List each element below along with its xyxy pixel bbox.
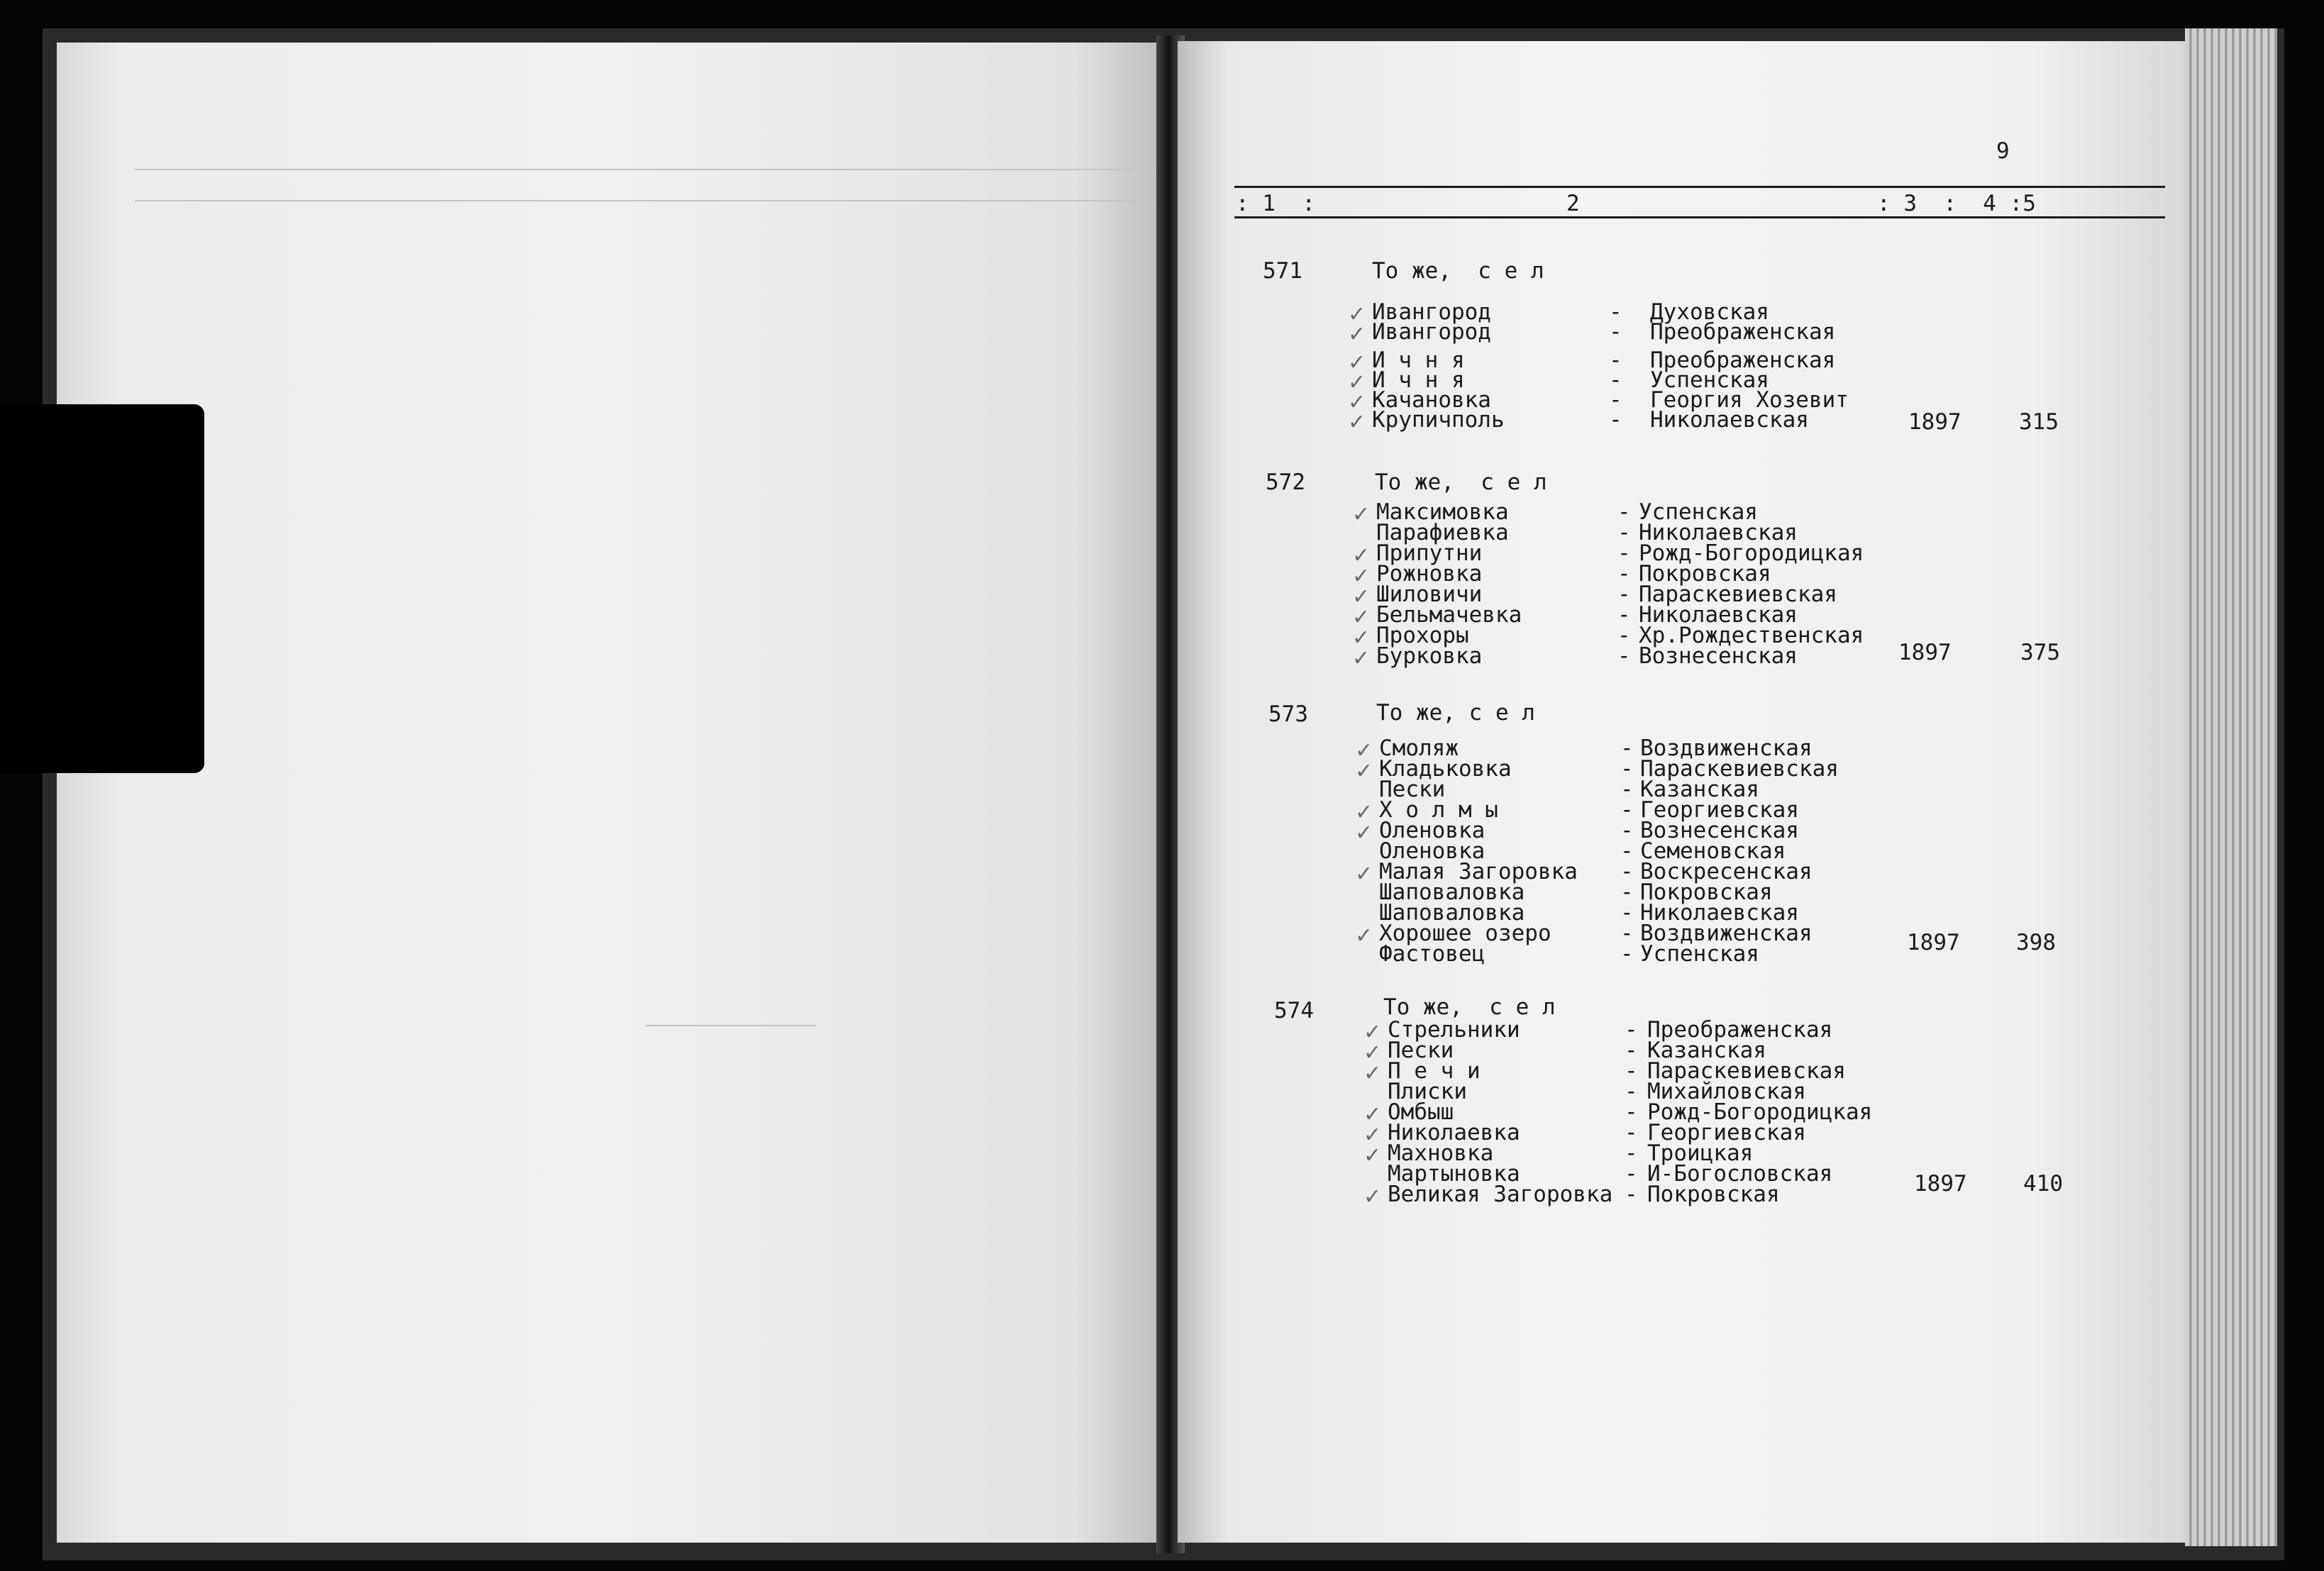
left-page <box>57 43 1163 1543</box>
check-mark-icon: ✓ <box>1363 1061 1382 1086</box>
church-name: Успенская <box>1639 499 1758 525</box>
entry-number: 572 <box>1266 470 1305 495</box>
dash-separator: - <box>1609 299 1622 325</box>
village-name: Плиски <box>1388 1079 1467 1104</box>
church-name: Параскевиевская <box>1639 582 1837 607</box>
church-name: Георгиевская <box>1647 1120 1806 1145</box>
dash-separator: - <box>1617 520 1631 545</box>
dash-separator: - <box>1617 561 1631 587</box>
entry-heading: То же, с е л <box>1372 258 1544 284</box>
dash-separator: - <box>1620 838 1634 864</box>
village-name: И ч н я <box>1372 367 1465 393</box>
church-name: Преображенская <box>1650 348 1836 373</box>
village-name: Парафиевка <box>1376 520 1509 545</box>
church-name: Воздвиженская <box>1640 735 1813 761</box>
church-name: Георгиевская <box>1640 797 1799 823</box>
header-col-1: : 1 : <box>1236 191 1315 216</box>
church-name: Николаевская <box>1639 602 1798 628</box>
check-mark-icon: ✓ <box>1348 410 1366 435</box>
village-name: П е ч и <box>1388 1058 1481 1084</box>
header-top-rule <box>1234 186 2165 188</box>
village-name: Кладьковка <box>1379 756 1512 782</box>
village-name: Максимовка <box>1376 499 1509 525</box>
church-name: И-Богословская <box>1647 1161 1833 1187</box>
church-name: Параскевиевская <box>1647 1058 1846 1084</box>
entry-heading: То же, с е л <box>1376 700 1535 726</box>
dash-separator: - <box>1617 643 1631 669</box>
dash-separator: - <box>1617 499 1631 525</box>
dash-separator: - <box>1620 797 1634 823</box>
village-name: Фастовец <box>1379 941 1485 967</box>
village-name: Оленовка <box>1379 818 1485 843</box>
village-name: Ивангород <box>1372 319 1491 345</box>
check-mark-icon: ✓ <box>1355 821 1373 845</box>
dash-separator: - <box>1609 367 1622 393</box>
page-stack-edge <box>2185 28 2277 1546</box>
check-mark-icon: ✓ <box>1355 862 1373 887</box>
check-mark-icon: ✓ <box>1352 543 1371 568</box>
church-name: Вознесенская <box>1639 643 1798 669</box>
dash-separator: - <box>1625 1182 1638 1207</box>
entry-heading: То же, с е л <box>1375 470 1547 495</box>
page-number: 9 <box>1996 138 2010 164</box>
church-name: Преображенская <box>1650 319 1836 345</box>
check-mark-icon: ✓ <box>1352 502 1371 527</box>
dash-separator: - <box>1620 735 1634 761</box>
dash-separator: - <box>1609 407 1622 433</box>
village-name: Смоляж <box>1379 735 1459 761</box>
dash-separator: - <box>1625 1058 1638 1084</box>
check-mark-icon: ✓ <box>1355 738 1373 763</box>
village-name: Великая Загоровка <box>1388 1182 1613 1207</box>
check-mark-icon: ✓ <box>1352 584 1371 609</box>
check-mark-icon: ✓ <box>1348 350 1366 375</box>
header-col-3-4-5: : 3 : 4 :5 <box>1877 191 2036 216</box>
check-mark-icon: ✓ <box>1355 800 1373 825</box>
village-name: Николаевка <box>1388 1120 1520 1145</box>
village-name: Мартыновка <box>1388 1161 1520 1187</box>
village-name: Бельмачевка <box>1376 602 1522 628</box>
check-mark-icon: ✓ <box>1363 1102 1382 1127</box>
church-name: Рожд-Богородицкая <box>1647 1099 1873 1125</box>
dash-separator: - <box>1625 1017 1638 1043</box>
village-name: Рожновка <box>1376 561 1483 587</box>
dash-separator: - <box>1625 1161 1638 1187</box>
church-name: Михайловская <box>1647 1079 1806 1104</box>
check-mark-icon: ✓ <box>1348 390 1366 415</box>
entry-year: 1897 <box>1914 1171 1967 1197</box>
church-name: Успенская <box>1640 941 1759 967</box>
check-mark-icon: ✓ <box>1348 322 1366 347</box>
village-name: Пески <box>1379 777 1446 802</box>
entry-count: 375 <box>2020 640 2060 665</box>
village-name: Шиловичи <box>1376 582 1483 607</box>
village-name: Крупичполь <box>1372 407 1505 433</box>
entry-number: 573 <box>1268 701 1308 727</box>
dash-separator: - <box>1617 582 1631 607</box>
dash-separator: - <box>1620 818 1634 843</box>
dash-separator: - <box>1620 777 1634 802</box>
church-name: Покровская <box>1639 561 1771 587</box>
church-name: Николаевская <box>1639 520 1798 545</box>
entry-year: 1897 <box>1907 930 1960 955</box>
dash-separator: - <box>1609 348 1622 373</box>
village-name: Оленовка <box>1379 838 1485 864</box>
village-name: Стрельники <box>1388 1017 1520 1043</box>
dash-separator: - <box>1620 756 1634 782</box>
dash-separator: - <box>1620 859 1634 884</box>
village-name: Шаповаловка <box>1379 879 1525 905</box>
entry-count: 315 <box>2019 409 2059 435</box>
church-name: Казанская <box>1647 1038 1766 1063</box>
entry-number: 571 <box>1263 258 1302 284</box>
church-name: Успенская <box>1650 367 1769 393</box>
check-mark-icon: ✓ <box>1363 1143 1382 1168</box>
dash-separator: - <box>1609 387 1622 413</box>
check-mark-icon: ✓ <box>1355 923 1373 948</box>
church-name: Преображенская <box>1647 1017 1833 1043</box>
check-mark-icon: ✓ <box>1363 1020 1382 1045</box>
dash-separator: - <box>1617 540 1631 566</box>
church-name: Троицкая <box>1647 1140 1754 1166</box>
village-name: Пески <box>1388 1038 1454 1063</box>
village-name: Припутни <box>1376 540 1483 566</box>
village-name: Малая Загоровка <box>1379 859 1578 884</box>
check-mark-icon: ✓ <box>1355 759 1373 784</box>
dash-separator: - <box>1620 941 1634 967</box>
church-name: Хр.Рождественская <box>1639 623 1864 648</box>
check-mark-icon: ✓ <box>1352 626 1371 650</box>
village-name: Качановка <box>1372 387 1491 413</box>
header-col-2: 2 <box>1566 191 1580 216</box>
village-name: Хорошее озеро <box>1379 921 1551 946</box>
black-clip <box>0 404 204 773</box>
village-name: И ч н я <box>1372 348 1465 373</box>
church-name: Георгия Хозевит <box>1650 387 1849 413</box>
check-mark-icon: ✓ <box>1348 370 1366 395</box>
church-name: Рожд-Богородицкая <box>1639 540 1864 566</box>
dash-separator: - <box>1617 602 1631 628</box>
dash-separator: - <box>1620 921 1634 946</box>
header-bottom-rule <box>1234 216 2165 218</box>
entry-year: 1897 <box>1898 640 1952 665</box>
entry-year: 1897 <box>1908 409 1961 435</box>
dash-separator: - <box>1625 1099 1638 1125</box>
church-name: Воскресенская <box>1640 859 1813 884</box>
check-mark-icon: ✓ <box>1352 605 1371 630</box>
church-name: Николаевская <box>1650 407 1809 433</box>
village-name: Махновка <box>1388 1140 1494 1166</box>
village-name: Ивангород <box>1372 299 1491 325</box>
village-name: Бурковка <box>1376 643 1483 669</box>
dash-separator: - <box>1625 1038 1638 1063</box>
check-mark-icon: ✓ <box>1352 564 1371 589</box>
church-name: Покровская <box>1647 1182 1780 1207</box>
church-name: Николаевская <box>1640 900 1799 926</box>
check-mark-icon: ✓ <box>1363 1123 1382 1148</box>
dash-separator: - <box>1620 879 1634 905</box>
dash-separator: - <box>1625 1079 1638 1104</box>
dash-separator: - <box>1617 623 1631 648</box>
check-mark-icon: ✓ <box>1363 1184 1382 1209</box>
church-name: Казанская <box>1640 777 1759 802</box>
church-name: Воздвиженская <box>1640 921 1813 946</box>
entry-heading: То же, с е л <box>1383 994 1556 1020</box>
check-mark-icon: ✓ <box>1363 1040 1382 1065</box>
entry-number: 574 <box>1274 998 1314 1023</box>
church-name: Покровская <box>1640 879 1773 905</box>
check-mark-icon: ✓ <box>1352 646 1371 671</box>
entry-count: 398 <box>2016 930 2056 955</box>
dash-separator: - <box>1620 900 1634 926</box>
church-name: Духовская <box>1650 299 1769 325</box>
church-name: Вознесенская <box>1640 818 1799 843</box>
church-name: Параскевиевская <box>1640 756 1839 782</box>
entry-count: 410 <box>2023 1171 2063 1197</box>
church-name: Семеновская <box>1640 838 1786 864</box>
dash-separator: - <box>1625 1120 1638 1145</box>
village-name: Х о л м ы <box>1379 797 1498 823</box>
dash-separator: - <box>1609 319 1622 345</box>
dash-separator: - <box>1625 1140 1638 1166</box>
village-name: Шаповаловка <box>1379 900 1525 926</box>
village-name: Омбыш <box>1388 1099 1454 1125</box>
check-mark-icon: ✓ <box>1348 302 1366 327</box>
village-name: Прохоры <box>1376 623 1469 648</box>
